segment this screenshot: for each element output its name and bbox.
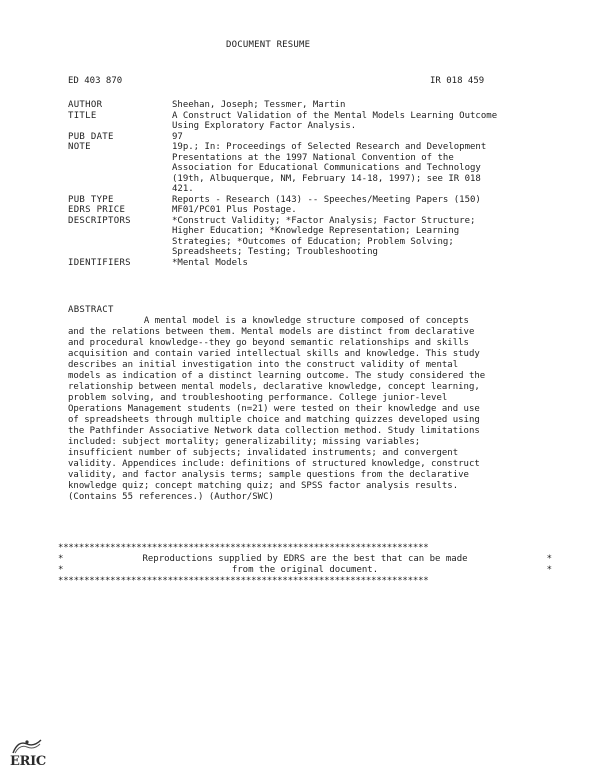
field-value: Sheehan, Joseph; Tessmer, Martin	[172, 100, 346, 110]
abstract-heading: ABSTRACT	[68, 305, 114, 315]
field-title	[68, 111, 538, 132]
field-label: TITLE	[68, 110, 97, 121]
field-value: Reports - Research (143) -- Speeches/Meeting Papers (150)	[172, 194, 481, 205]
field-value: 97	[172, 131, 183, 142]
star-border-top: ***********************************************************************	[58, 543, 429, 553]
field-edrs-price	[68, 205, 538, 216]
field-value: *Construct Validity; *Factor Analysis; Factor Structure; Higher Education; *Knowledge Representation; Learning Strategies; *Outcomes of Education; Problem Solving; Spreadsheets; Testing; Troubleshooting	[172, 215, 476, 257]
star-border-bottom: ***********************************************************************	[58, 576, 429, 586]
field-descriptors	[68, 216, 538, 258]
eric-logo-text: ERIC	[10, 754, 46, 769]
star-right: *	[546, 565, 552, 575]
metadata-fields	[68, 100, 538, 268]
notice-text-1: Reproductions supplied by EDRS are the best that can be made	[142, 554, 468, 564]
document-title: DOCUMENT RESUME	[226, 40, 311, 50]
field-pub-date	[68, 132, 538, 143]
abstract-text: A mental model is a knowledge structure composed of concepts and the relations between them. Mental models are distinct from declarative and procedural knowledge--they go beyond semantic relationships and skills acquisition and contain varied intellectual skills and knowledge. This study describes an initial investigation into the construct validity of mental models as indication of a distinct learning outcome. The study considered the relationship between mental models, declarative knowledge, concept learning, problem solving, and troubleshooting performance. College junior-level Operations Management students (n=21) were tested on their knowledge and use of spreadsheets through multiple choice and matching quizzes developed using the Pathfinder Associative Network data collection method. Study limitations included: subject mortality; generalizability; missing variables; insufficient number of subjects; invalidated instruments; and convergent validity. Appendices include: definitions of structured knowledge, construct validity, and factor analysis terms; sample questions from the declarative knowledge quiz; concept matching quiz; and SPSS factor analysis results. (Contains 55 references.) (Author/SWC)	[68, 316, 486, 502]
field-label: IDENTIFIERS	[68, 257, 131, 268]
ir-number: IR 018 459	[430, 76, 485, 86]
field-label: EDRS PRICE	[68, 205, 126, 215]
star-right: *	[546, 554, 552, 564]
field-identifiers	[68, 258, 538, 269]
field-value: *Mental Models	[172, 257, 248, 268]
notice-text-2: from the original document.	[231, 565, 379, 575]
field-label: NOTE	[68, 142, 91, 152]
field-label: PUB DATE	[68, 131, 114, 142]
field-value: MF01/PC01 Plus Postage.	[172, 205, 297, 215]
field-label: DESCRIPTORS	[68, 215, 131, 226]
notice-line-2	[58, 565, 552, 576]
field-value: A Construct Validation of the Mental Models Learning Outcome Using Exploratory Factor Analysis.	[172, 110, 498, 131]
field-pub-type	[68, 195, 538, 206]
field-label: PUB TYPE	[68, 194, 114, 205]
field-note	[68, 142, 538, 195]
star-left: *	[58, 554, 64, 564]
notice-line-1	[58, 554, 552, 565]
field-label: AUTHOR	[68, 100, 103, 110]
star-left: *	[58, 565, 64, 575]
ed-number: ED 403 870	[68, 76, 123, 86]
field-value: 19p.; In: Proceedings of Selected Research and Development Presentations at the 1997 National Convention of the Association for Educational Communications and Technology (19th, Albuquerque, NM, February 14-18, 1997); see IR 018 421.	[172, 142, 487, 194]
field-author	[68, 100, 538, 111]
reproduction-notice	[58, 543, 552, 587]
